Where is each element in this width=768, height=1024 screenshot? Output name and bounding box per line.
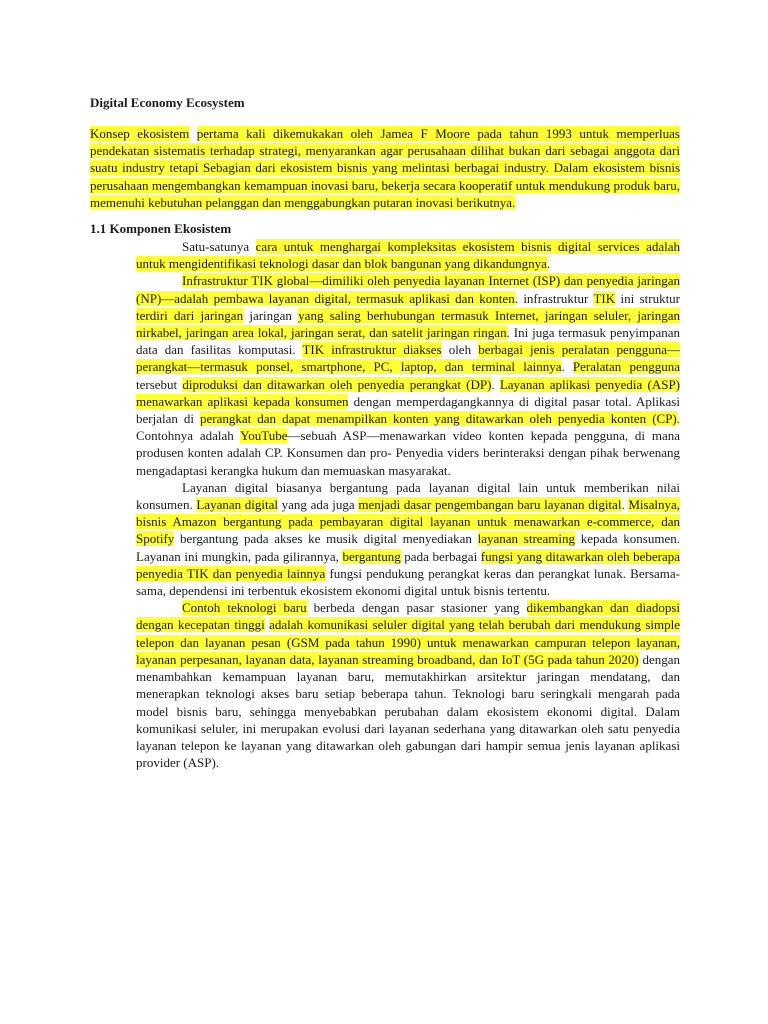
highlighted-text: YouTube (240, 428, 288, 444)
highlighted-text: diproduksi dan ditawarkan oleh penyedia perangkat (DP) (182, 376, 492, 392)
highlighted-text: layanan streaming (477, 531, 576, 547)
highlighted-text: terdiri dari jaringan (136, 307, 244, 323)
text-run: —sebuah ASP—menawarkan video konten kepada pengguna, di mana produsen konten adalah CP. Konsumen dan pro- Penyedia viders berinteraksi dengan pihak berwenang mengadaptasi kerangka hukum dan memuaskan masyarakat. (136, 428, 680, 478)
highlighted-text: yang saling berhubungan termasuk Internet, jaringan seluler, jaringan nirkabel, jaringan area lokal, jaringan serat, dan satelit jaringan ringan (136, 307, 680, 341)
text-run: Layanan digital biasanya bergantung pada layanan digital lain untuk memberikan nilai konsumen. (136, 479, 680, 513)
text-run: . (491, 376, 500, 392)
text-run: bergantung pada akses ke musik digital menyediakan (174, 531, 478, 547)
highlighted-text: cara untuk menghargai kompleksitas ekosistem bisnis digital services adalah untuk mengidentifikasi teknologi dasar dan blok bangunan yang dikandungnya (136, 239, 680, 272)
document-title: Digital Economy Ecosystem (90, 95, 245, 110)
highlighted-text: dikembangkan dan diadopsi dengan kecepatan tinggi (136, 600, 680, 633)
text-run: ini struktur (615, 290, 681, 306)
highlighted-text: Layanan digital (196, 497, 278, 513)
highlighted-text: Misalnya, bisnis Amazon bergantung pada pembayaran digital layanan untuk menawarkan e-commerce, dan Spotify (136, 497, 680, 547)
text-run: . Ini juga termasuk penyimpanan data dan fasilitas komputasi. (136, 325, 680, 358)
text-run (189, 126, 197, 141)
text-run: . (621, 497, 629, 513)
text-run: yang ada juga (278, 497, 359, 513)
paragraph-2 (136, 272, 680, 478)
highlighted-text: TIK (593, 290, 616, 306)
highlighted-text: menjadi dasar pengembangan baru layanan digital (358, 497, 622, 513)
section-heading: 1.1 Komponen Ekosistem (90, 221, 232, 237)
paragraph-1 (136, 238, 680, 272)
highlighted-text: Layanan aplikasi penyedia (ASP) menawarkan aplikasi kepada konsumen (136, 376, 681, 409)
text-run: . Contohnya adalah (136, 411, 680, 444)
highlighted-text: TIK infrastruktur diakses (302, 342, 442, 358)
paragraph-4 (136, 599, 680, 771)
text-run: . (546, 256, 551, 272)
highlighted-text: pertama kali dikemukakan oleh Jamea F Moore pada tahun 1993 untuk memperluas pendekatan sistematis terhadap strategi, menyarankan agar perusahaan dilihat bukan dari sebagai anggota dari suatu industry tetapi Sebagian dari ekosistem bisnis yang melintasi berbagai industry. Dalam ekosistem bisnis perusahaan mengembangkan kemampuan inovasi baru, bekerja secara kooperatif untuk mendukung produk baru, memenuhi kebutuhan pelanggan dan menggabungkan putaran inovasi berikutnya. (90, 126, 680, 210)
highlighted-text: Infrastruktur TIK global—dimiliki oleh penyedia layanan Internet (ISP) dan penyedia jaringan (NP)—adalah pembawa layanan digital, termasuk aplikasi dan konten (136, 273, 680, 306)
text-run: berbeda dengan pasar stasioner yang (306, 600, 527, 616)
highlighted-text: berbagai jenis peralatan pengguna—perangkat—termasuk ponsel, smartphone, PC, laptop, dan terminal lainnya (136, 342, 680, 375)
text-run: pada berbagai (400, 548, 481, 564)
text-run: . (561, 359, 573, 375)
highlighted-text: Konsep ekosistem (90, 126, 190, 141)
highlighted-text: adalah komunikasi seluler digital yang telah berubah dari mendukung simple telepon dan layanan pesan (GSM pada tahun 1990) untuk menawarkan campuran telepon layanan, layanan perpesanan, layanan data, layanan streaming broadband, dan IoT (5G pada tahun 2020) (136, 617, 680, 667)
text-run: . infrastruktur (514, 290, 594, 306)
paragraph-3 (136, 479, 680, 599)
text-run: kepada konsumen. Layanan ini mungkin, pada gilirannya, (136, 531, 680, 564)
highlighted-text: bergantung (342, 548, 401, 564)
text-run: dengan memperdagangkannya di digital pasar total. Aplikasi berjalan di (136, 393, 680, 427)
intro-paragraph (90, 125, 680, 211)
highlighted-text: perangkat dan dapat menampilkan konten yang ditawarkan oleh penyedia konten (CP) (200, 411, 677, 427)
text-run: oleh (441, 342, 479, 358)
text-run: fungsi pendukung perangkat keras dan perangkat lunak. Bersama-sama, dependensi ini terbentuk ekosistem ekonomi digital untuk bisnis tertentu. (136, 565, 680, 599)
text-run: dengan menambahkan kemampuan layanan baru, memutakhirkan arsitektur jaringan mendatang, dan menerapkan teknologi akses baru setiap beberapa tahun. Teknologi baru seringkali mengarah pada model bisnis baru, sehingga menyebabkan perubahan dalam ekosistem ekonomi digital. Dalam komunikasi seluler, ini merupakan evolusi dari layanan sederhana yang ditawarkan oleh satu penyedia layanan telepon ke layanan yang ditawarkan oleh gabungan dari hampir semua jenis layanan aplikasi provider (ASP). (136, 651, 680, 771)
text-run: Satu-satunya (182, 239, 256, 255)
highlighted-text: Contoh teknologi baru (182, 600, 307, 616)
document-body (90, 94, 680, 771)
highlighted-text: fungsi yang ditawarkan oleh beberapa penyedia TIK dan penyedia lainnya (136, 548, 681, 581)
highlighted-text: Peralatan pengguna (572, 359, 681, 375)
text-run: tersebut (136, 376, 183, 392)
text-run: jaringan (243, 307, 299, 323)
section-body (136, 238, 680, 771)
